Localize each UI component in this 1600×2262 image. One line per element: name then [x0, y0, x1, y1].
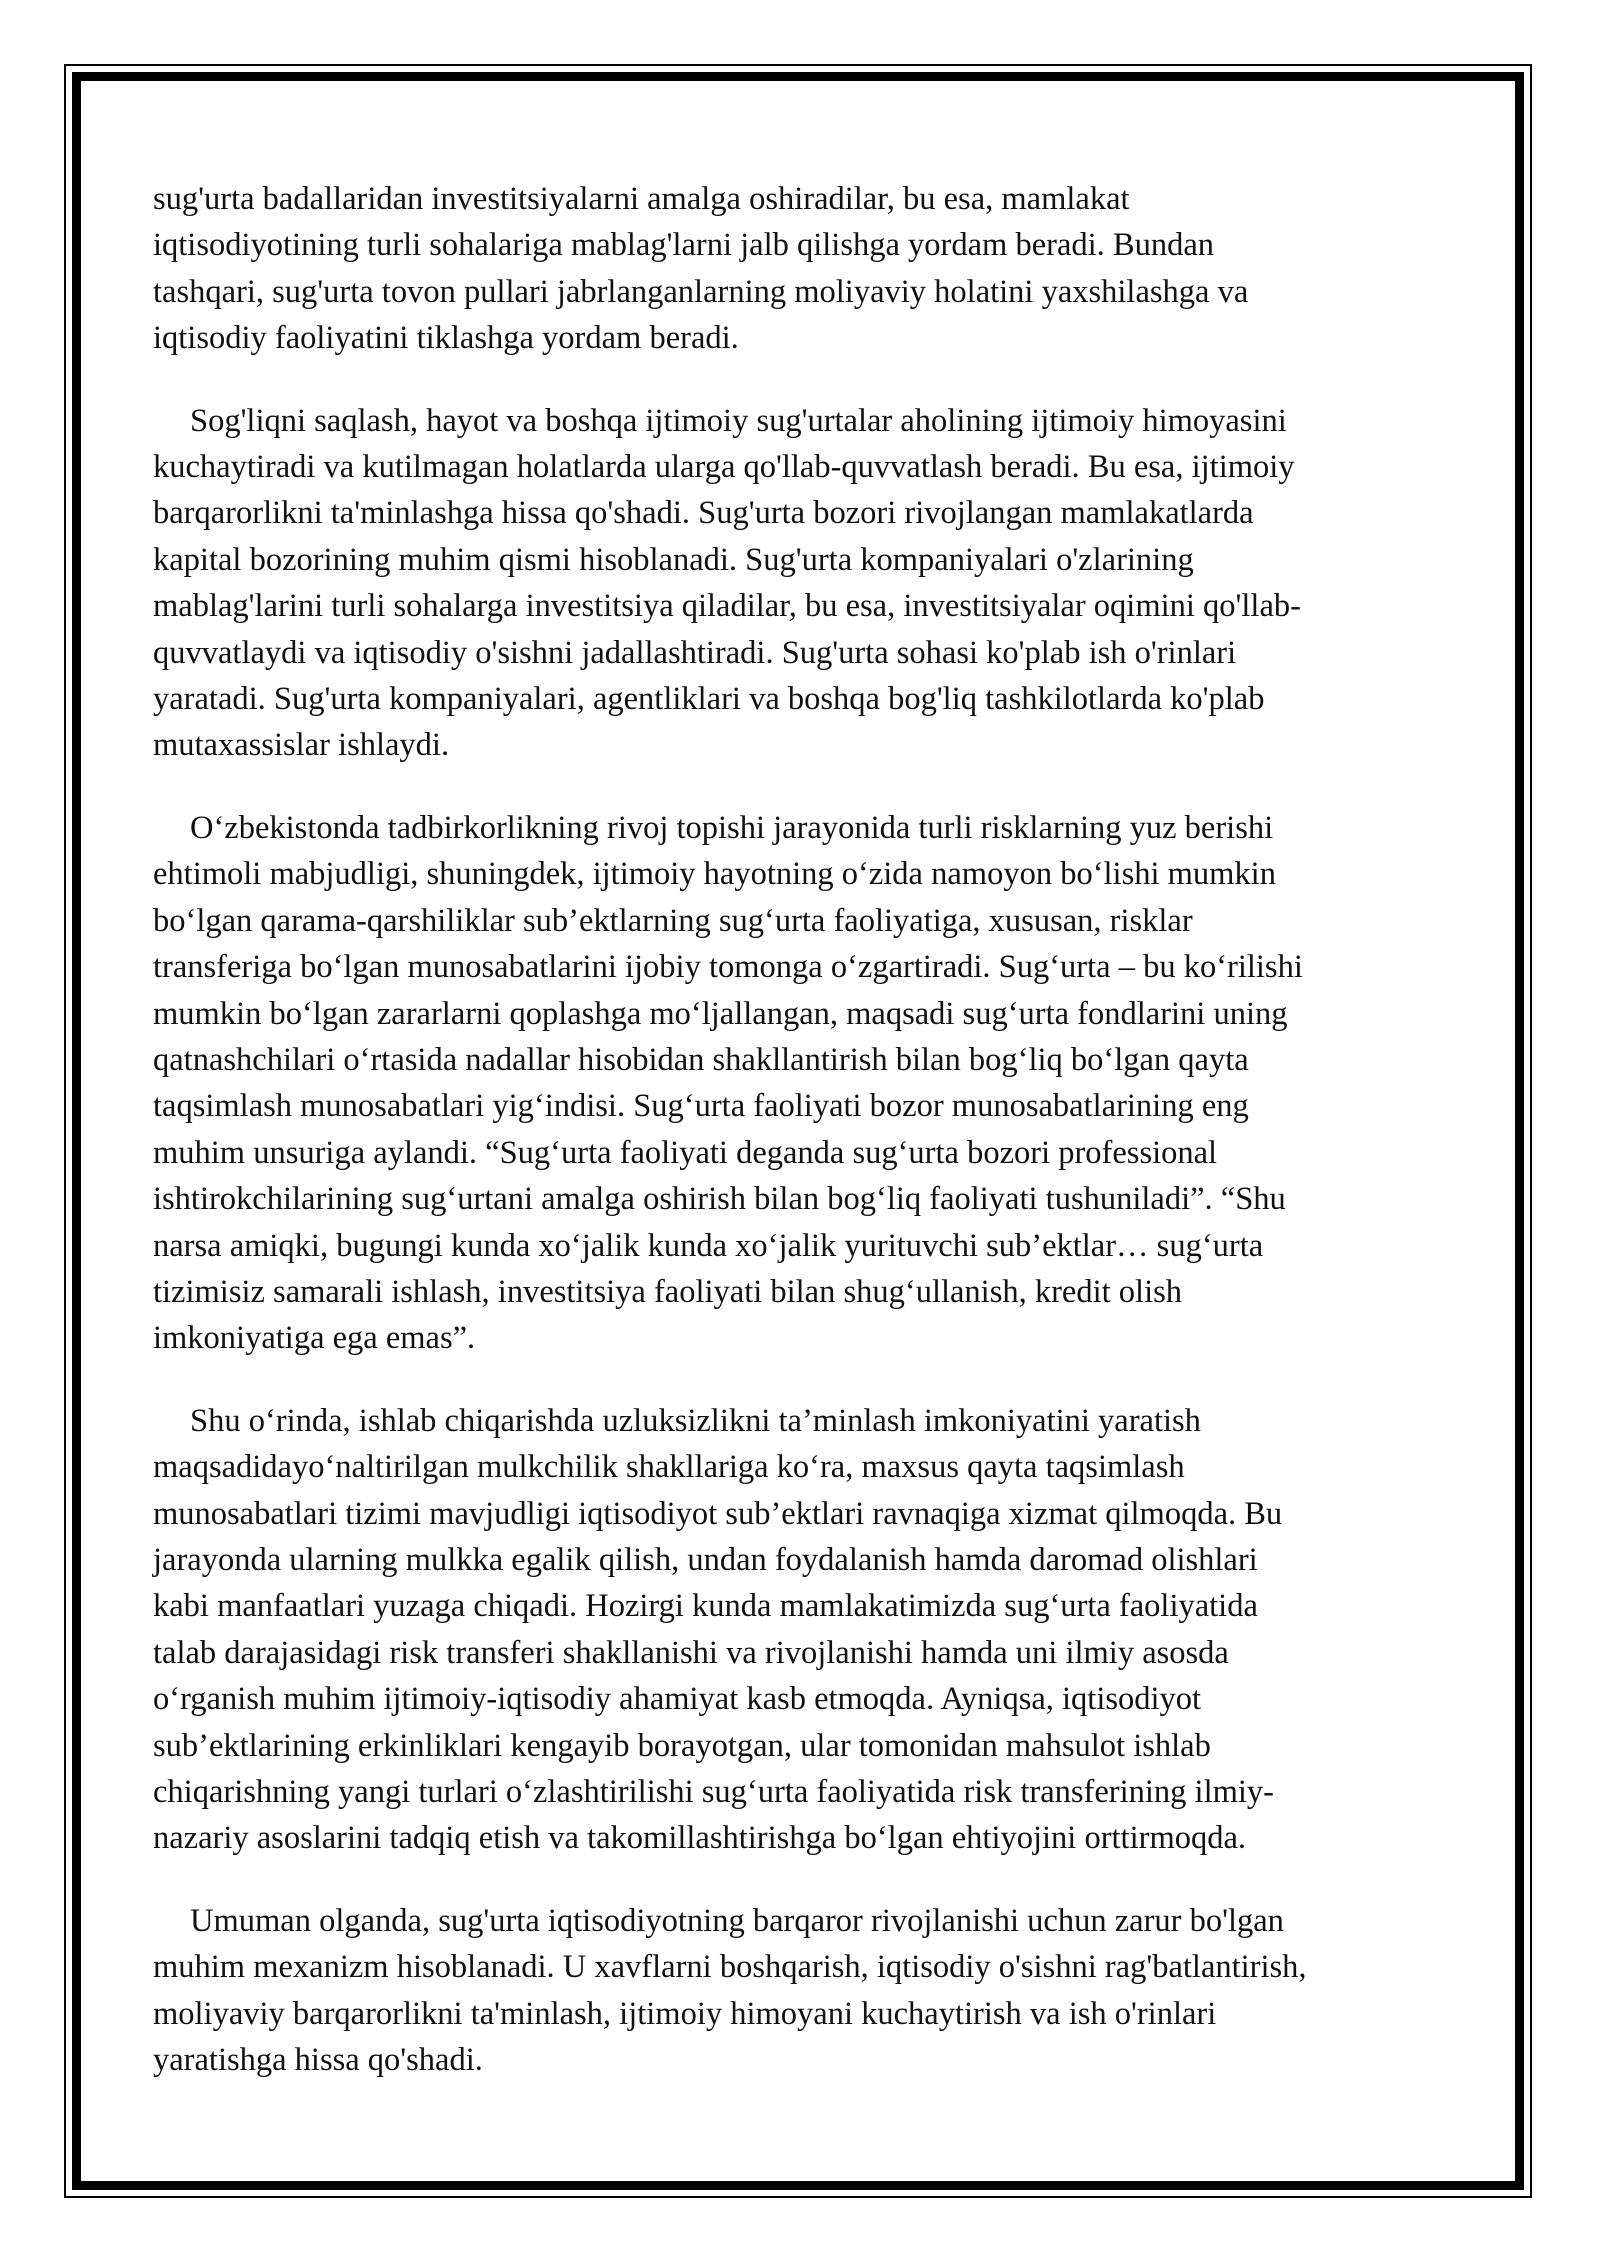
paragraph-3: O‘zbekistonda tadbirkorlikning rivoj topishi jarayonida turli risklarning yuz berishi ehtimoli mabjudligi, shuningdek, ijtimoiy hayotning o‘zida namoyon bo‘lishi mumkin bo‘lgan qarama-qarshiliklar sub’ektlarning sug‘urta faoliyatiga, xususan, risklar transferiga bo‘lgan munosabatlarini ijobiy tomonga o‘zgartiradi. Sug‘urta – bu ko‘rilishi mumkin bo‘lgan zararlarni qoplashga mo‘ljallangan, maqsadi sug‘urta fondlarini uning qatnashchilari o‘rtasida nadallar hisobidan shakllantirish bilan bog‘liq bo‘lgan qayta taqsimlash munosabatlari yig‘indisi. Sug‘urta faoliyati bozor munosabatlarining eng muhim unsuriga aylandi. “Sug‘urta faoliyati deganda sug‘urta bozori professional ishtirokchilarining sug‘urtani amalga oshirish bilan bog‘liq faoliyati tushuniladi”. “Shu narsa amiqki, bugungi kunda xo‘jalik kunda xo‘jalik yurituvchi sub’ektlar… sug‘urta tizimisiz samarali ishlash, investitsiya faoliyati bilan shug‘ullanish, kredit olish imkoniyatiga ega emas”.	[153, 809, 1303, 1357]
paragraph-2: Sog'liqni saqlash, hayot va boshqa ijtimoiy sug'urtalar aholining ijtimoiy himoyasini kuchaytiradi va kutilmagan holatlarda ularga qo'llab-quvvatlash beradi. Bu esa, ijtimoiy barqarorlikni ta'minlashga hissa qo'shadi. Sug'urta bozori rivojlangan mamlakatlarda kapital bozorining muhim qismi hisoblanadi. Sug'urta kompaniyalari o'zlarining mablag'larini turli sohalarga investitsiya qiladilar, bu esa, investitsiyalar oqimini qo'llab- quvvatlaydi va iqtisodiy o'sishni jadallashtiradi. Sug'urta sohasi ko'plab ish o'rinlari yaratadi. Sug'urta kompaniyalari, agentliklari va boshqa bog'liq tashkilotlarda ko'plab mutaxassislar ishlaydi.	[153, 402, 1301, 764]
paragraph-4: Shu o‘rinda, ishlab chiqarishda uzluksizlikni ta’minlash imkoniyatini yaratish maqsadidayo‘naltirilgan mulkchilik shakllariga ko‘ra, maxsus qayta taqsimlash munosabatlari tizimi mavjudligi iqtisodiyot sub’ektlari ravnaqiga xizmat qilmoqda. Bu jarayonda ularning mulkka egalik qilish, undan foydalanish hamda daromad olishlari kabi manfaatlari yuzaga chiqadi. Hozirgi kunda mamlakatimizda sug‘urta faoliyatida talab darajasidagi risk transferi shakllanishi va rivojlanishi hamda uni ilmiy asosda o‘rganish muhim ijtimoiy-iqtisodiy ahamiyat kasb etmoqda. Ayniqsa, iqtisodiyot sub’ektlarining erkinliklari kengayib borayotgan, ular tomonidan mahsulot ishlab chiqarishning yangi turlari o‘zlashtirilishi sug‘urta faoliyatida risk transferining ilmiy- nazariy asoslarini tadqiq etish va takomillashtirishga bo‘lgan ehtiyojini orttirmoqda.	[153, 1402, 1283, 1857]
paragraph-5: Umuman olganda, sug'urta iqtisodiyotning barqaror rivojlanishi uchun zarur bo'lgan muhim mexanizm hisoblanadi. U xavflarni boshqarish, iqtisodiy o'sishni rag'batlantirish, moliyaviy barqarorlikni ta'minlash, ijtimoiy himoyani kuchaytirish va ish o'rinlari yaratishga hissa qo'shadi.	[153, 1902, 1307, 2079]
document-body	[153, 176, 1493, 2119]
paragraph-1: sug'urta badallaridan investitsiyalarni amalga oshiradilar, bu esa, mamlakat iqtisodiyotining turli sohalariga mablag'larni jalb qilishga yordam beradi. Bundan tashqari, sug'urta tovon pullari jabrlanganlarning moliyaviy holatini yaxshilashga va iqtisodiy faoliyatini tiklashga yordam beradi.	[153, 181, 1249, 357]
